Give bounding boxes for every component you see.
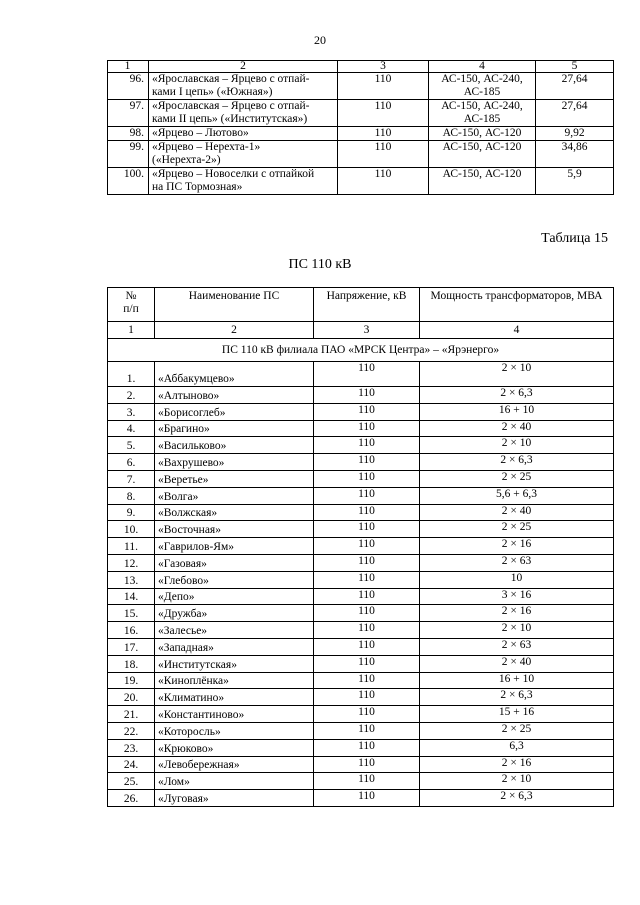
row-number: 3. — [108, 403, 155, 420]
substation-name: «Луговая» — [155, 790, 314, 807]
table-row — [108, 420, 614, 437]
table-title: ПС 110 кВ — [288, 257, 352, 272]
voltage: 110 — [314, 454, 420, 471]
line-name — [149, 168, 338, 195]
row-number: 15. — [108, 605, 155, 622]
table-row — [108, 100, 614, 127]
table-row — [108, 605, 614, 622]
wire-type — [429, 141, 536, 168]
substation-name: «Климатино» — [155, 689, 314, 706]
voltage: 110 — [314, 420, 420, 437]
transformer-power: 2 × 25 — [420, 470, 614, 487]
line-2: ками II цепь» («Институтская») — [152, 113, 308, 125]
table-row — [108, 538, 614, 555]
substation-name: «Вахрушево» — [155, 454, 314, 471]
table-row — [108, 622, 614, 639]
substation-name: «Левобережная» — [155, 756, 314, 773]
voltage: 110 — [314, 706, 420, 723]
voltage: 110 — [338, 127, 429, 141]
row-number: 11. — [108, 538, 155, 555]
voltage: 110 — [314, 722, 420, 739]
header-name: Наименование ПС — [155, 288, 314, 322]
row-number: 21. — [108, 706, 155, 723]
voltage: 110 — [314, 739, 420, 756]
substation-name: «Алтыново» — [155, 387, 314, 404]
voltage: 110 — [338, 73, 429, 100]
column-number: 2 — [149, 61, 338, 73]
transformer-power: 2 × 16 — [420, 538, 614, 555]
table-row — [108, 672, 614, 689]
header-number-line2: п/п — [123, 303, 139, 315]
transformer-power: 15 + 16 — [420, 706, 614, 723]
page-number: 20 — [314, 33, 326, 47]
transformer-power: 16 + 10 — [420, 672, 614, 689]
voltage: 110 — [314, 622, 420, 639]
row-number: 2. — [108, 387, 155, 404]
substations-table — [107, 287, 614, 807]
substation-name: «Волга» — [155, 487, 314, 504]
row-number: 4. — [108, 420, 155, 437]
line-length: 5,9 — [536, 168, 614, 195]
line-1: АС-150, АС-120 — [442, 168, 522, 180]
substation-name: «Восточная» — [155, 521, 314, 538]
voltage: 110 — [314, 470, 420, 487]
substation-name: «Дружба» — [155, 605, 314, 622]
line-2: на ПС Тормозная» — [152, 181, 243, 193]
column-number: 1 — [108, 322, 155, 339]
row-number: 16. — [108, 622, 155, 639]
transformer-power: 10 — [420, 571, 614, 588]
voltage: 110 — [314, 387, 420, 404]
row-number: 96. — [108, 73, 149, 100]
row-number: 25. — [108, 773, 155, 790]
line-name — [149, 127, 338, 141]
column-number: 5 — [536, 61, 614, 73]
section-row — [108, 339, 614, 362]
column-number: 3 — [338, 61, 429, 73]
wire-type — [429, 168, 536, 195]
voltage: 110 — [314, 504, 420, 521]
row-number: 14. — [108, 588, 155, 605]
transformer-power: 2 × 6,3 — [420, 387, 614, 404]
line-1: «Ярцево – Лютово» — [152, 127, 249, 139]
header-number — [108, 288, 155, 322]
table-row — [108, 554, 614, 571]
substation-name: «Киноплёнка» — [155, 672, 314, 689]
substation-name: «Брагино» — [155, 420, 314, 437]
row-number: 10. — [108, 521, 155, 538]
substation-name: «Васильково» — [155, 437, 314, 454]
voltage: 110 — [314, 538, 420, 555]
transformer-power: 2 × 16 — [420, 756, 614, 773]
table-row — [108, 487, 614, 504]
row-number: 97. — [108, 100, 149, 127]
transformer-power: 2 × 63 — [420, 638, 614, 655]
line-length: 27,64 — [536, 73, 614, 100]
column-number: 3 — [314, 322, 420, 339]
line-length: 9,92 — [536, 127, 614, 141]
transformer-power: 2 × 40 — [420, 655, 614, 672]
transformer-power: 2 × 10 — [420, 362, 614, 387]
row-number: 7. — [108, 470, 155, 487]
line-2: АС-185 — [463, 113, 501, 125]
line-1: «Ярославская – Ярцево с отпай- — [152, 73, 310, 85]
wire-type — [429, 127, 536, 141]
row-number: 13. — [108, 571, 155, 588]
voltage: 110 — [314, 773, 420, 790]
table-row — [108, 655, 614, 672]
column-number: 4 — [420, 322, 614, 339]
row-number: 17. — [108, 638, 155, 655]
voltage: 110 — [314, 487, 420, 504]
row-number: 100. — [108, 168, 149, 195]
table-row — [108, 571, 614, 588]
substation-name: «Веретье» — [155, 470, 314, 487]
voltage: 110 — [314, 756, 420, 773]
substation-name: «Лом» — [155, 773, 314, 790]
substation-name: «Залесье» — [155, 622, 314, 639]
substation-name: «Гаврилов-Ям» — [155, 538, 314, 555]
voltage: 110 — [314, 638, 420, 655]
row-number: 99. — [108, 141, 149, 168]
line-name — [149, 73, 338, 100]
table-row — [108, 722, 614, 739]
voltage: 110 — [314, 605, 420, 622]
line-1: «Ярцево – Нерехта-1» — [152, 141, 261, 153]
line-2: АС-185 — [463, 86, 501, 98]
table-row — [108, 504, 614, 521]
substation-name: «Институтская» — [155, 655, 314, 672]
substation-name: «Волжская» — [155, 504, 314, 521]
table-row — [108, 470, 614, 487]
voltage: 110 — [314, 571, 420, 588]
table-row — [108, 773, 614, 790]
table-row — [108, 73, 614, 100]
table-row — [108, 403, 614, 420]
row-number: 23. — [108, 739, 155, 756]
voltage: 110 — [314, 362, 420, 387]
row-number: 26. — [108, 790, 155, 807]
row-number: 6. — [108, 454, 155, 471]
substation-name: «Которосль» — [155, 722, 314, 739]
voltage: 110 — [314, 521, 420, 538]
section-title: ПС 110 кВ филиала ПАО «МРСК Центра» – «Ярэнерго» — [108, 339, 614, 362]
power-lines-table — [107, 60, 614, 195]
voltage: 110 — [338, 168, 429, 195]
voltage: 110 — [314, 655, 420, 672]
substation-name: «Борисоглеб» — [155, 403, 314, 420]
transformer-power: 2 × 6,3 — [420, 790, 614, 807]
line-length: 34,86 — [536, 141, 614, 168]
table-row — [108, 141, 614, 168]
line-1: «Ярославская – Ярцево с отпай- — [152, 100, 310, 112]
transformer-power: 2 × 10 — [420, 773, 614, 790]
transformer-power: 2 × 16 — [420, 605, 614, 622]
line-1: «Ярцево – Новоселки с отпайкой — [152, 168, 315, 180]
line-name — [149, 141, 338, 168]
line-1: АС-150, АС-240, — [441, 73, 523, 85]
transformer-power: 2 × 40 — [420, 420, 614, 437]
transformer-power: 2 × 6,3 — [420, 454, 614, 471]
substation-name: «Депо» — [155, 588, 314, 605]
table-row — [108, 521, 614, 538]
row-number: 98. — [108, 127, 149, 141]
voltage: 110 — [338, 100, 429, 127]
voltage: 110 — [314, 689, 420, 706]
header-power: Мощность трансформаторов, МВА — [420, 288, 614, 322]
transformer-power: 2 × 25 — [420, 521, 614, 538]
transformer-power: 2 × 40 — [420, 504, 614, 521]
line-length: 27,64 — [536, 100, 614, 127]
substation-name: «Западная» — [155, 638, 314, 655]
substation-name: «Аббакумцево» — [155, 362, 314, 387]
line-1: АС-150, АС-240, — [441, 100, 523, 112]
transformer-power: 2 × 63 — [420, 554, 614, 571]
row-number: 5. — [108, 437, 155, 454]
transformer-power: 2 × 6,3 — [420, 689, 614, 706]
table-row — [108, 739, 614, 756]
table-header-row — [108, 288, 614, 322]
header-voltage: Напряжение, кВ — [314, 288, 420, 322]
voltage: 110 — [338, 141, 429, 168]
line-name — [149, 100, 338, 127]
wire-type — [429, 100, 536, 127]
substation-name: «Глебово» — [155, 571, 314, 588]
transformer-power: 2 × 10 — [420, 437, 614, 454]
table-caption: Таблица 15 — [541, 231, 608, 246]
table-row — [108, 387, 614, 404]
table-column-numbers — [108, 322, 614, 339]
row-number: 9. — [108, 504, 155, 521]
column-number: 1 — [108, 61, 149, 73]
row-number: 8. — [108, 487, 155, 504]
column-number: 4 — [429, 61, 536, 73]
transformer-power: 6,3 — [420, 739, 614, 756]
column-number: 2 — [155, 322, 314, 339]
row-number: 19. — [108, 672, 155, 689]
transformer-power: 16 + 10 — [420, 403, 614, 420]
table-row — [108, 127, 614, 141]
voltage: 110 — [314, 588, 420, 605]
table-row — [108, 454, 614, 471]
header-number-line1: № — [125, 290, 137, 302]
row-number: 1. — [108, 362, 155, 387]
voltage: 110 — [314, 437, 420, 454]
voltage: 110 — [314, 672, 420, 689]
substation-name: «Крюково» — [155, 739, 314, 756]
row-number: 22. — [108, 722, 155, 739]
line-2: ками I цепь» («Южная») — [152, 86, 273, 98]
substation-name: «Константиново» — [155, 706, 314, 723]
row-number: 12. — [108, 554, 155, 571]
table-row — [108, 362, 614, 387]
table-row — [108, 689, 614, 706]
line-1: АС-150, АС-120 — [442, 141, 522, 153]
row-number: 18. — [108, 655, 155, 672]
voltage: 110 — [314, 403, 420, 420]
line-1: АС-150, АС-120 — [442, 127, 522, 139]
substation-name: «Газовая» — [155, 554, 314, 571]
row-number: 20. — [108, 689, 155, 706]
table-row — [108, 437, 614, 454]
table-row — [108, 756, 614, 773]
table-row — [108, 168, 614, 195]
wire-type — [429, 73, 536, 100]
transformer-power: 2 × 25 — [420, 722, 614, 739]
table-row — [108, 706, 614, 723]
transformer-power: 5,6 + 6,3 — [420, 487, 614, 504]
voltage: 110 — [314, 554, 420, 571]
table-row — [108, 588, 614, 605]
line-2: («Нерехта-2») — [152, 154, 221, 166]
row-number: 24. — [108, 756, 155, 773]
table-row — [108, 638, 614, 655]
transformer-power: 3 × 16 — [420, 588, 614, 605]
table-column-numbers — [108, 61, 614, 73]
table-row — [108, 790, 614, 807]
voltage: 110 — [314, 790, 420, 807]
transformer-power: 2 × 10 — [420, 622, 614, 639]
